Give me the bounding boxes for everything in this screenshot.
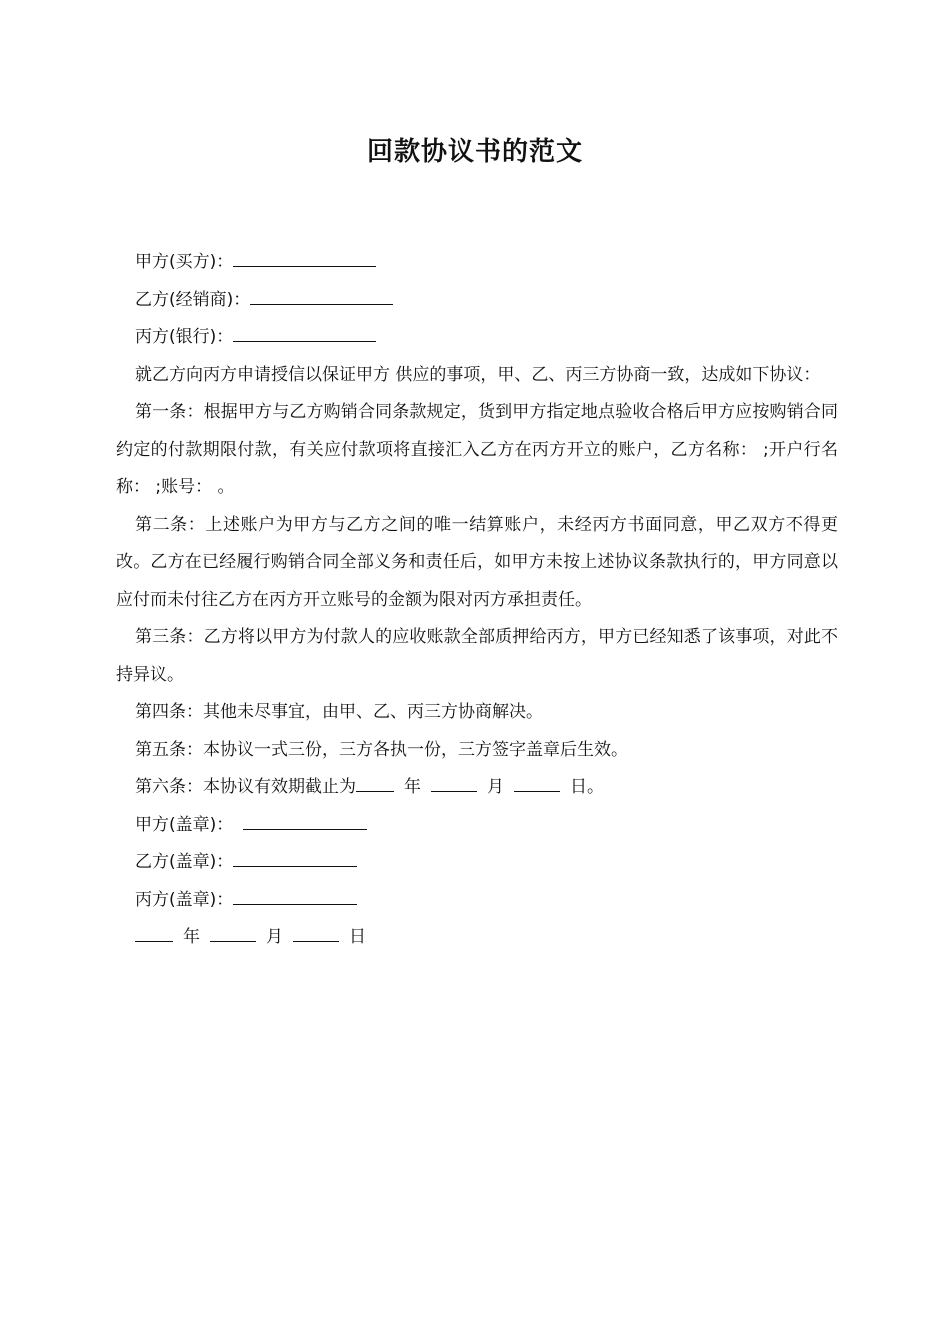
seal-b-line	[116, 844, 838, 882]
signing-year-label: 年	[183, 927, 200, 947]
signing-day-label: 日	[349, 927, 366, 947]
party-a-line	[116, 244, 838, 282]
party-b-label: 乙方(经销商)：	[135, 289, 251, 310]
article-6	[116, 769, 838, 807]
signing-date-line	[116, 919, 838, 957]
party-a-blank	[233, 248, 376, 267]
intro-paragraph: 就乙方向丙方申请授信以保证甲方 供应的事项，甲、乙、丙三方协商一致，达成如下协议：	[135, 364, 821, 385]
seal-b-label: 乙方(盖章)：	[135, 852, 234, 872]
signing-month-blank	[210, 923, 256, 942]
party-a-label: 甲方(买方)：	[135, 252, 234, 272]
party-c-blank	[233, 323, 376, 342]
signing-year-blank	[135, 923, 173, 942]
seal-a-line	[116, 807, 838, 845]
article-1: 第一条：根据甲方与乙方购销合同条款规定，货到甲方指定地点验收合格后甲方应按购销合同约定的付款期限付款，有关应付款项将直接汇入乙方在丙方开立的账户，乙方名称： ;开户行名称： ;账号： 。	[116, 402, 838, 497]
seal-c-label: 丙方(盖章)：	[135, 889, 234, 910]
seal-a-label: 甲方(盖章)：	[135, 814, 234, 835]
article-6-day-blank	[514, 773, 560, 792]
article-6-text: 第六条：本协议有效期截止为	[135, 777, 356, 797]
signing-day-blank	[293, 923, 339, 942]
party-c-label: 丙方(银行)：	[135, 327, 234, 347]
article-6-month-label: 月	[487, 777, 504, 797]
article-4: 第四条：其他未尽事宜，由甲、乙、丙三方协商解决。	[135, 702, 543, 722]
article-3: 第三条：乙方将以甲方为付款人的应收账款全部质押给丙方，甲方已经知悉了该事项，对此不持异议。	[116, 627, 838, 685]
document-body	[116, 244, 838, 957]
document-title: 回款协议书的范文	[366, 137, 583, 167]
seal-c-blank	[233, 886, 357, 905]
article-5: 第五条：本协议一式三份，三方各执一份，三方签字盖章后生效。	[135, 739, 628, 760]
party-b-line	[116, 282, 838, 320]
signing-month-label: 月	[266, 927, 283, 947]
party-b-blank	[250, 286, 393, 305]
article-6-day-label: 日。	[570, 777, 604, 797]
seal-c-line	[116, 882, 838, 920]
article-6-month-blank	[431, 773, 477, 792]
article-6-year-label: 年	[404, 777, 421, 797]
article-2: 第二条：上述账户为甲方与乙方之间的唯一结算账户，未经丙方书面同意，甲乙双方不得更改。乙方在已经履行购销合同全部义务和责任后，如甲方未按上述协议条款执行的，甲方同意以应付而未付往乙方在丙方开立账号的金额为限对丙方承担责任。	[116, 514, 838, 610]
party-c-line	[116, 319, 838, 357]
article-6-year-blank	[356, 773, 394, 792]
seal-b-blank	[233, 848, 357, 867]
seal-a-blank	[243, 811, 367, 830]
